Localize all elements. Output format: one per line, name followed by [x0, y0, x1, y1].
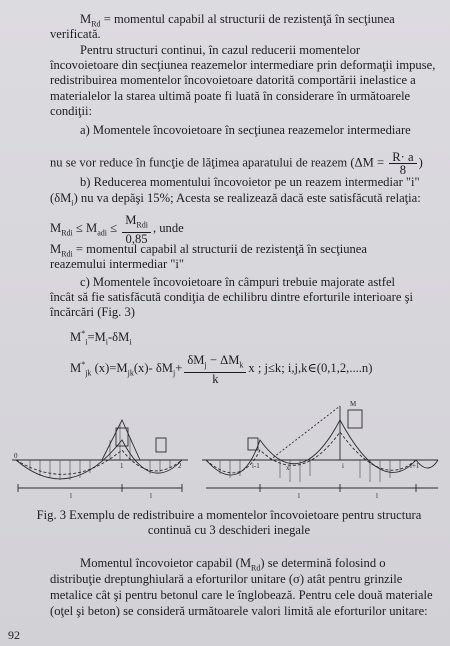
subscript: j — [173, 368, 176, 378]
symbol-m: M — [80, 12, 92, 26]
text-line-13: reazemului intermediar "i" — [50, 257, 185, 271]
fraction-delta — [184, 354, 246, 385]
figure-caption-line-2: continuă cu 3 deschideri inegale — [147, 523, 311, 537]
box-left-2 — [156, 438, 166, 452]
superscript: * — [81, 359, 86, 369]
subscript: i — [129, 337, 132, 347]
text-line-10: b) Reducerea momentului încovoietor pe un reazem intermediar "i" — [80, 175, 420, 189]
box-right-1 — [348, 410, 362, 428]
text-line-19: metalice cât şi pentru betonul care le înglobează. Pentru cele două materiale — [50, 588, 433, 602]
equation-c2 — [70, 354, 372, 385]
text-line-3: Pentru structuri continui, în cazul reducerii momentelor — [80, 43, 361, 57]
equation-c1 — [70, 326, 132, 350]
subscript: Rd — [91, 19, 101, 29]
fig-label: i+1 — [410, 462, 420, 470]
text-line-11 — [50, 191, 421, 211]
text-line-5: redistribuirea momentelor încovoietoare datorită comportării inelastice a — [50, 73, 416, 87]
text-line-1 — [80, 12, 395, 32]
symbol-m: M — [70, 361, 82, 376]
text-line-7: condiţii: — [50, 104, 92, 118]
fig-label: l — [70, 492, 72, 500]
subscript: j — [204, 360, 207, 370]
subscript: i — [71, 198, 74, 208]
text-run: , unde — [152, 221, 184, 236]
fig-label: i-1 — [252, 462, 260, 470]
subscript: Rd — [251, 563, 261, 573]
text-run: x ; j≤k; i,j,k∈(0,1,2,....n) — [248, 361, 373, 376]
denominator: 8 — [399, 163, 407, 177]
redistributed-curve-right — [206, 432, 416, 473]
text-run: (x)- δM — [133, 361, 173, 376]
fraction-ra8 — [389, 151, 416, 176]
text-line-6: materialelor la starea ultimă poate fi luată în considerare în următoarele — [50, 89, 411, 103]
subscript: i — [105, 337, 108, 347]
denominator: 0,85 — [125, 231, 148, 246]
subscript: adi — [97, 228, 107, 238]
denominator: k — [212, 371, 219, 386]
support-peak-left — [102, 420, 140, 460]
symbol-m: M — [50, 242, 62, 256]
text-run: ) nu va depăşi 15%; Acesta se realizează dacă este satisfăcută relaţia: — [73, 191, 421, 205]
symbol-m: M — [125, 213, 137, 227]
text-run: δM — [187, 353, 205, 367]
text-run: ) se determină folosind o — [260, 556, 386, 570]
page-number: 92 — [8, 628, 20, 642]
text-line-16: încărcări (Fig. 3) — [50, 305, 135, 319]
fig-label: l — [150, 492, 152, 500]
text-run: + — [175, 361, 183, 376]
superscript: * — [81, 329, 86, 338]
symbol-m: M — [70, 330, 82, 345]
fig-label: 1 — [120, 462, 124, 470]
subscript: Rdi — [136, 220, 148, 230]
subscript: jk — [127, 368, 134, 378]
text-run: ≤ — [106, 221, 121, 236]
moment-curve-left — [16, 440, 182, 479]
fig-label: M — [350, 400, 357, 408]
text-line-8: a) Momentele încovoietoare în secţiunea reazemelor intermediare — [80, 123, 411, 137]
numerator — [184, 354, 246, 373]
text-line-18: distribuţie dreptunghiulară a eforturilor unitare (σ) atât pentru grinzile — [50, 572, 403, 586]
numerator: R· a — [389, 151, 416, 164]
paren: ) — [418, 155, 423, 170]
text-run: nu se vor reduce în funcţie de lăţimea aparatului de reazem (ΔM = — [50, 155, 385, 170]
text-line-15: încât să fie satisfăcută condiţia de echilibru dintre eforturile interioare şi — [50, 290, 413, 304]
text-line-4: încovoietoare din secţiunea reazemelor intermediare prin deformaţii impuse, — [50, 58, 436, 72]
text-run: − ΔM — [206, 353, 240, 367]
fig-label: i — [342, 462, 344, 470]
figure-caption-line-1: Fig. 3 Exemplu de redistribuire a momentelor încovoietoare pentru structura — [36, 508, 422, 522]
fraction-mrdi — [122, 214, 151, 245]
text-run: = momentul capabil al structurii de rezistenţă în secţiunea — [100, 12, 395, 26]
numerator — [122, 214, 151, 233]
text-run: (δM — [50, 191, 72, 205]
text-run: Momentul încovoietor capabil (M — [80, 556, 252, 570]
subscript: k — [239, 360, 244, 370]
subscript: i — [85, 337, 88, 347]
redistribution-line — [270, 406, 340, 460]
figure-3-moment-diagrams — [10, 398, 440, 506]
subscript: Rdi — [61, 228, 73, 238]
hatching-right — [220, 460, 400, 482]
text-line-14: c) Momentele încovoietoare în câmpuri trebuie majorate astfel — [80, 275, 396, 289]
fig-label: l — [298, 492, 300, 500]
text-run: ≤ M — [72, 221, 98, 236]
subscript: jk — [85, 368, 92, 378]
text-run: -δM — [107, 330, 130, 345]
equation-b — [50, 214, 184, 245]
fig-label: 0 — [14, 452, 18, 460]
fig-label: x — [286, 464, 290, 472]
subscript: Rdi — [61, 249, 73, 259]
text-run: (x)=M — [94, 361, 128, 376]
text-run: = momentul capabil al structurii de rezistenţă în secţiunea — [75, 242, 367, 256]
text-line-2: verificată. — [50, 27, 101, 41]
fig-label: 2 — [178, 462, 182, 470]
fig-label: l — [376, 492, 378, 500]
text-line-20: (oţel şi beton) se consideră următoarele valori limită ale eforturilor unitare: — [50, 604, 428, 618]
text-line-9 — [50, 151, 423, 176]
redistributed-curve-left — [16, 450, 182, 474]
moment-curve-right — [206, 420, 438, 475]
text-run: =M — [87, 330, 106, 345]
box-left-1 — [116, 428, 128, 446]
symbol-m: M — [50, 221, 62, 236]
